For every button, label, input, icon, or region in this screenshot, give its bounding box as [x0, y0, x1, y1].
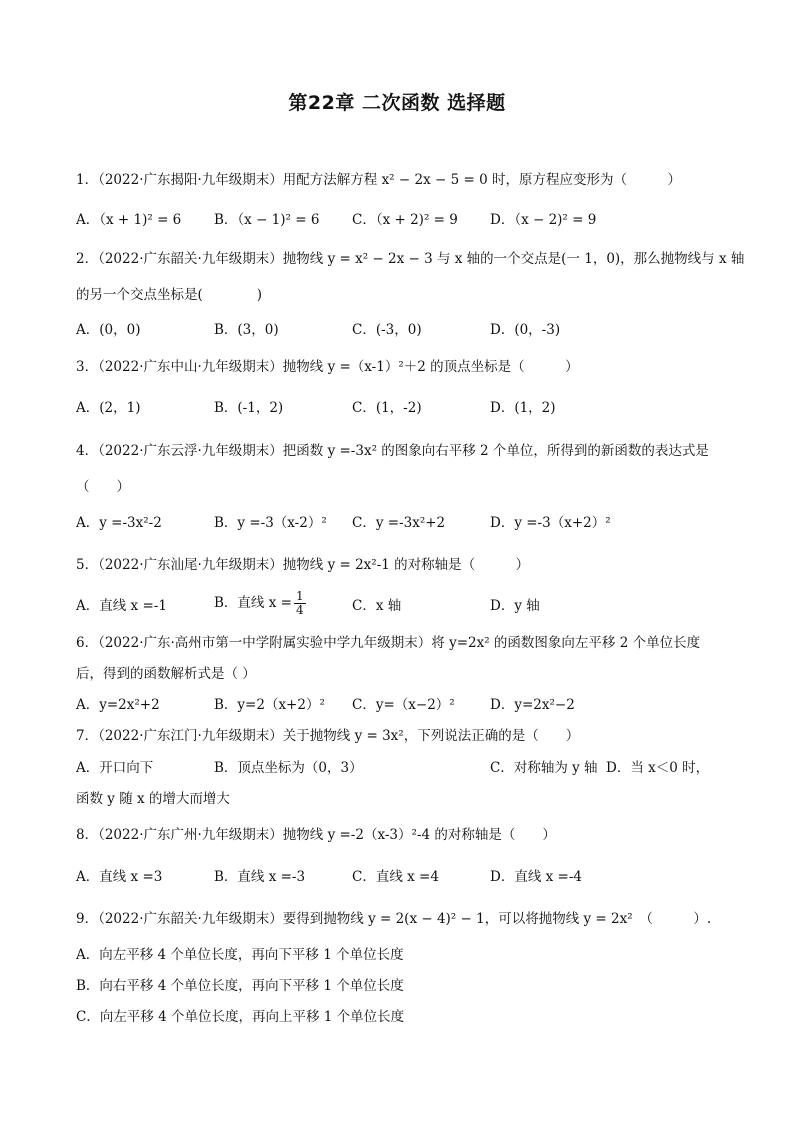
- question-6-text-line-1: 6．（2022·广东·高州市第一中学附属实验中学九年级期末）将 y=2x² 的函数图象向左平移 2 个单位长度: [76, 635, 701, 651]
- question-4-option-c: C．y =-3x²+2: [352, 515, 446, 531]
- question-4-text-line-2: （ ）: [76, 479, 130, 495]
- question-8-option-b: B．直线 x =-3: [214, 869, 306, 885]
- question-8-option-c: C．直线 x =4: [352, 869, 439, 885]
- question-6-option-d: D．y=2x²−2: [490, 697, 575, 713]
- question-2-option-a: A．(0，0): [76, 322, 141, 338]
- question-6-option-a: A．y=2x²+2: [76, 697, 160, 713]
- question-2-text-line-2: 的另一个交点坐标是( ): [76, 287, 263, 303]
- question-3-option-d: D．(1，2): [490, 400, 556, 416]
- question-4-text-line-1: 4．（2022·广东云浮·九年级期末）把函数 y =-3x² 的图象向右平移 2 个单位，所得到的新函数的表达式是: [76, 443, 709, 459]
- question-5-option-b: [214, 590, 308, 617]
- question-7-option-c: C．对称轴为 y 轴: [490, 760, 598, 776]
- question-5-option-d: D．y 轴: [490, 598, 540, 614]
- question-4-option-d: D．y =-3（x+2）²: [490, 515, 611, 531]
- question-8-option-a: A．直线 x =3: [76, 869, 163, 885]
- question-8-option-d: D．直线 x =-4: [490, 869, 582, 885]
- question-7-text: 7．（2022·广东江门·九年级期末）关于抛物线 y = 3x²，下列说法正确的是（ ）: [76, 728, 580, 744]
- question-6-text-line-2: 后，得到的函数解析式是（ ）: [76, 666, 256, 682]
- question-8-text: 8．（2022·广东广州·九年级期末）抛物线 y =-2（x-3）²-4 的对称轴是（ ）: [76, 827, 556, 843]
- question-9-text: 9．（2022·广东韶关·九年级期末）要得到抛物线 y = 2(x − 4)² − 1，可以将抛物线 y = 2x² （ ）.: [76, 911, 712, 927]
- question-9-option-c: C．向左平移 4 个单位长度，再向上平移 1 个单位长度: [76, 1009, 405, 1025]
- question-3-option-a: A．(2，1): [76, 400, 141, 416]
- question-5-option-b-label: B．直线 x =: [214, 595, 292, 611]
- question-3-option-b: B．(-1，2): [214, 400, 284, 416]
- question-2-option-c: C．(-3，0): [352, 322, 422, 338]
- question-7-option-b: B．顶点坐标为（0，3）: [214, 760, 363, 776]
- question-5-text: 5．（2022·广东汕尾·九年级期末）抛物线 y = 2x²-1 的对称轴是（ ）: [76, 557, 530, 573]
- question-4-option-a: A．y =-3x²-2: [76, 515, 162, 531]
- question-1-option-d: D．（x − 2)² = 9: [490, 212, 597, 228]
- question-5-option-c: C．x 轴: [352, 598, 402, 614]
- question-7-option-d: D．当 x＜0 时，: [606, 760, 710, 776]
- question-2-option-b: B．(3，0): [214, 322, 279, 338]
- question-2-text-line-1: 2．（2022·广东韶关·九年级期末）抛物线 y = x² − 2x − 3 与 x 轴的一个交点是(一 1，0)，那么抛物线与 x 轴: [76, 251, 745, 267]
- question-4-option-b: B．y =-3（x-2）²: [214, 515, 327, 531]
- question-1-option-a: A．（x + 1)² = 6: [76, 212, 182, 228]
- question-3-text: 3．（2022·广东中山·九年级期末）抛物线 y =（x-1）²＋2 的顶点坐标是（ ）: [76, 359, 579, 375]
- question-7-option-a: A．开口向下: [76, 760, 154, 776]
- question-1-text: 1．（2022·广东揭阳·九年级期末）用配方法解方程 x² − 2x − 5 = 0 时，原方程应变形为（ ）: [76, 172, 681, 188]
- question-5-option-a: A．直线 x =-1: [76, 598, 167, 614]
- question-6-option-c: C．y=（x−2）²: [352, 697, 455, 713]
- page-title: 第22章 二次函数 选择题: [288, 92, 506, 114]
- question-3-option-c: C．(1，-2): [352, 400, 422, 416]
- question-1-option-b: B．（x − 1)² = 6: [214, 212, 320, 228]
- question-5-option-b-fraction: [294, 590, 306, 617]
- question-7-option-d-continued: 函数 y 随 x 的增大而增大: [76, 791, 230, 807]
- question-6-option-b: B．y=2（x+2）²: [214, 697, 325, 713]
- question-1-option-c: C．（x + 2)² = 9: [352, 212, 458, 228]
- question-9-option-b: B．向右平移 4 个单位长度，再向下平移 1 个单位长度: [76, 978, 404, 994]
- question-9-option-a: A．向左平移 4 个单位长度，再向下平移 1 个单位长度: [76, 947, 404, 963]
- fraction-numerator: 1: [295, 589, 304, 603]
- fraction-denominator: 4: [295, 603, 304, 617]
- question-2-option-d: D．(0，-3): [490, 322, 561, 338]
